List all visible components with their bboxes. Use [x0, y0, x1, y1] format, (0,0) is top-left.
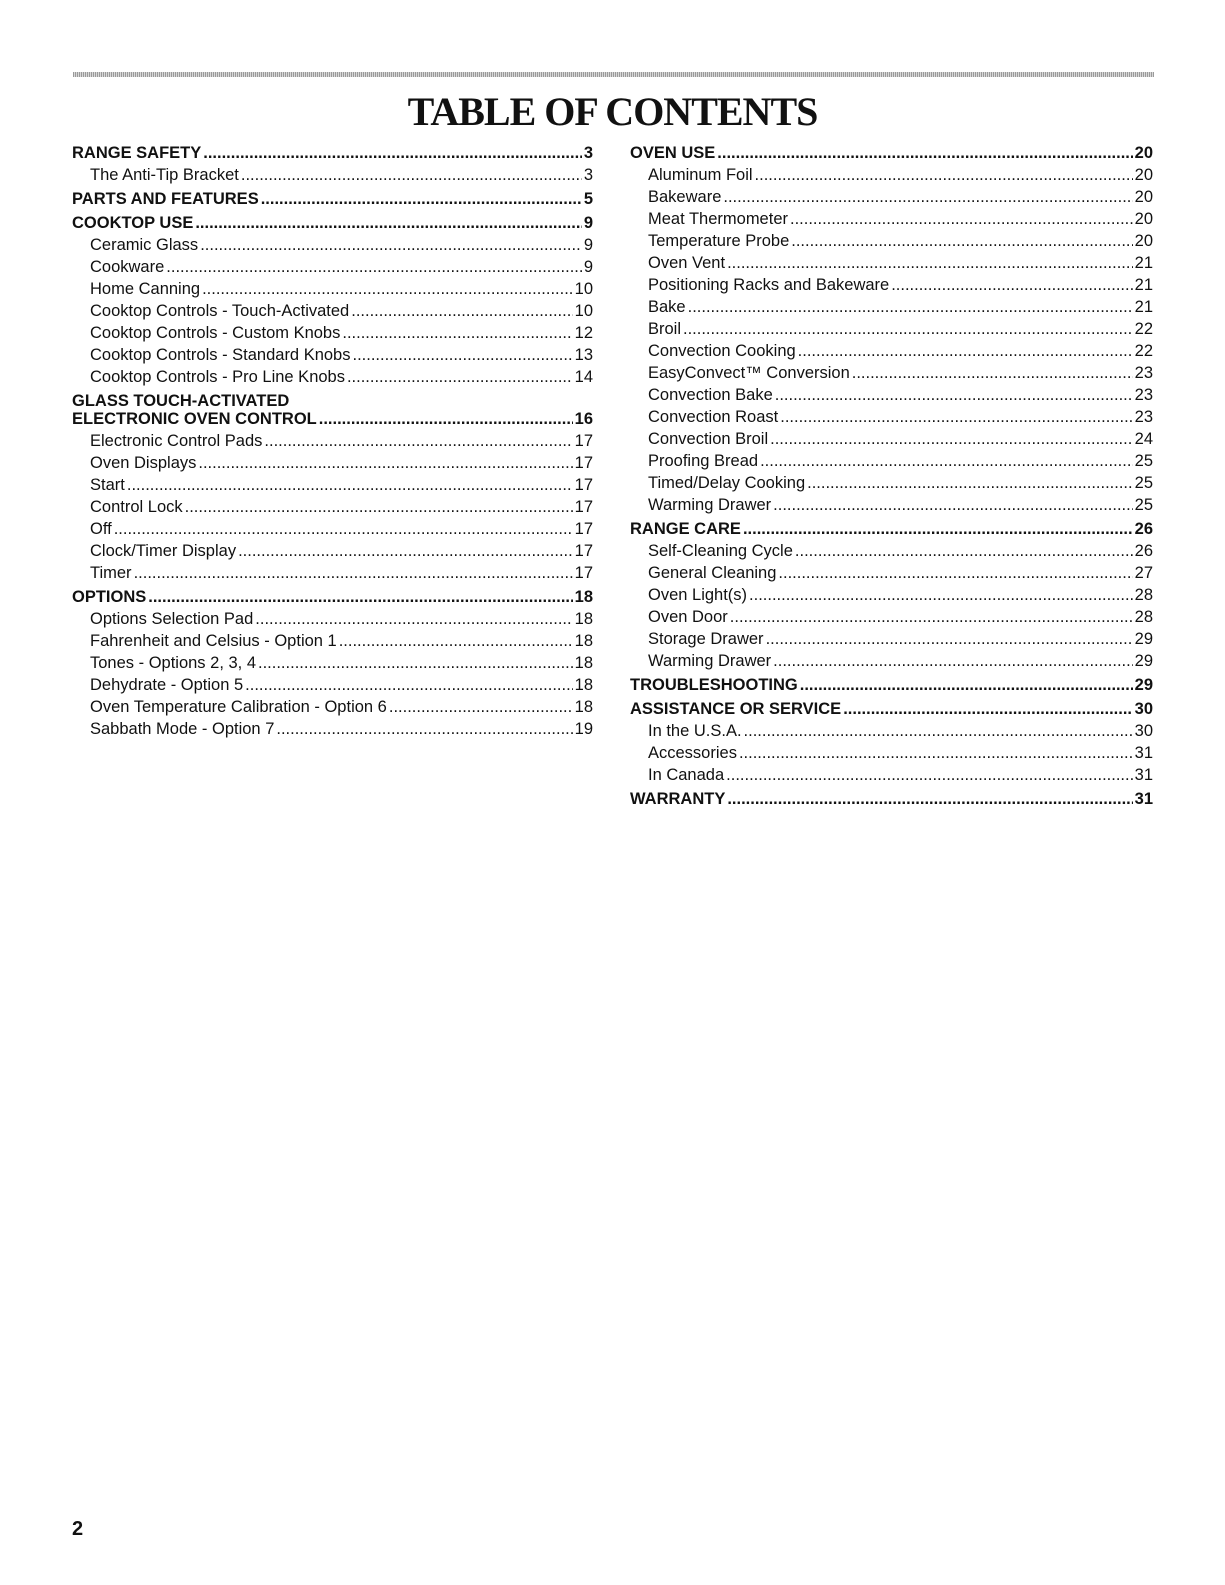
- toc-page-number: 10: [574, 302, 593, 320]
- toc-page-number: 20: [1134, 166, 1153, 184]
- toc-dot-leader: [238, 540, 573, 562]
- toc-page-number: 29: [1134, 676, 1153, 694]
- toc-subsection-entry[interactable]: [72, 608, 593, 630]
- toc-dot-leader: [739, 742, 1133, 764]
- toc-dot-leader: [778, 562, 1132, 584]
- toc-dot-leader: [148, 586, 572, 608]
- toc-dot-leader: [688, 296, 1133, 318]
- toc-page-number: 18: [574, 632, 593, 650]
- toc-entry-title: Bakeware: [648, 188, 722, 206]
- toc-entry-title: Tones - Options 2, 3, 4: [90, 654, 257, 672]
- toc-entry-title: Fahrenheit and Celsius - Option 1: [90, 632, 337, 650]
- toc-dot-leader: [319, 408, 573, 430]
- toc-subsection-entry[interactable]: [72, 278, 593, 300]
- toc-page-number: 18: [574, 676, 593, 694]
- toc-page-number: 29: [1134, 630, 1153, 648]
- toc-page-number: 16: [574, 410, 593, 428]
- toc-subsection-entry[interactable]: [72, 300, 593, 322]
- toc-page-number: 27: [1134, 564, 1153, 582]
- toc-entry-title: Ceramic Glass: [90, 236, 199, 254]
- toc-dot-leader: [755, 164, 1133, 186]
- toc-entry-title: Oven Door: [648, 608, 728, 626]
- toc-subsection-entry[interactable]: [630, 406, 1153, 428]
- toc-page-number: 25: [1134, 496, 1153, 514]
- toc-dot-leader: [389, 696, 573, 718]
- toc-entry-title: Cooktop Controls - Touch-Activated: [90, 302, 350, 320]
- toc-subsection-entry[interactable]: [630, 650, 1153, 672]
- toc-dot-leader: [727, 252, 1133, 274]
- toc-dot-leader: [264, 430, 572, 452]
- toc-entry-title: Self-Cleaning Cycle: [648, 542, 793, 560]
- toc-dot-leader: [749, 584, 1133, 606]
- toc-section-entry[interactable]: [630, 518, 1153, 540]
- toc-entry-title: Convection Cooking: [648, 342, 796, 360]
- toc-entry-title: Broil: [648, 320, 682, 338]
- toc-section-entry[interactable]: [630, 142, 1153, 164]
- toc-subsection-entry[interactable]: [72, 718, 593, 740]
- page-number: 2: [72, 1518, 84, 1540]
- toc-entry-title: Warming Drawer: [648, 652, 772, 670]
- toc-dot-leader: [790, 208, 1133, 230]
- toc-page-number: 29: [1134, 652, 1153, 670]
- toc-dot-leader: [843, 698, 1132, 720]
- toc-page-number: 10: [574, 280, 593, 298]
- toc-dot-leader: [203, 142, 582, 164]
- toc-entry-title: In Canada: [648, 766, 725, 784]
- toc-subsection-entry[interactable]: [72, 430, 593, 452]
- toc-page-number: 23: [1134, 386, 1153, 404]
- toc-entry-title: Off: [90, 520, 112, 538]
- toc-entry-title: OVEN USE: [630, 144, 716, 162]
- toc-entry-title: Cookware: [90, 258, 165, 276]
- toc-page-number: 21: [1134, 254, 1153, 272]
- toc-section-entry[interactable]: [72, 408, 593, 430]
- toc-page-number: 23: [1134, 408, 1153, 426]
- toc-subsection-entry[interactable]: [72, 496, 593, 518]
- toc-entry-title: General Cleaning: [648, 564, 777, 582]
- toc-page-number: 17: [574, 498, 593, 516]
- toc-dot-leader: [241, 164, 582, 186]
- toc-subsection-entry[interactable]: [72, 518, 593, 540]
- toc-subsection-entry[interactable]: [72, 474, 593, 496]
- toc-page-number: 30: [1134, 722, 1153, 740]
- toc-subsection-entry[interactable]: [630, 362, 1153, 384]
- toc-dot-leader: [347, 366, 573, 388]
- toc-subsection-entry[interactable]: [72, 164, 593, 186]
- toc-dot-leader: [791, 230, 1132, 252]
- toc-entry-title: Oven Temperature Calibration - Option 6: [90, 698, 387, 716]
- header-rule: [73, 72, 1154, 77]
- toc-page-number: 18: [574, 610, 593, 628]
- toc-entry-title: Cooktop Controls - Standard Knobs: [90, 346, 351, 364]
- toc-dot-leader: [744, 720, 1133, 742]
- toc-page-number: 3: [583, 144, 593, 162]
- toc-page-number: 22: [1134, 320, 1153, 338]
- toc-subsection-entry[interactable]: [72, 630, 593, 652]
- toc-entry-title: Meat Thermometer: [648, 210, 788, 228]
- toc-dot-leader: [726, 764, 1132, 786]
- toc-subsection-entry[interactable]: [630, 494, 1153, 516]
- toc-subsection-entry[interactable]: [630, 318, 1153, 340]
- toc-entry-title: Home Canning: [90, 280, 201, 298]
- toc-dot-leader: [852, 362, 1133, 384]
- toc-dot-leader: [795, 540, 1133, 562]
- toc-dot-leader: [891, 274, 1132, 296]
- toc-subsection-entry[interactable]: [72, 344, 593, 366]
- toc-entry-title: Control Lock: [90, 498, 183, 516]
- toc-entry-title: Proofing Bread: [648, 452, 759, 470]
- toc-dot-leader: [200, 234, 582, 256]
- toc-subsection-entry[interactable]: [630, 340, 1153, 362]
- toc-subsection-entry[interactable]: [630, 472, 1153, 494]
- toc-subsection-entry[interactable]: [630, 584, 1153, 606]
- toc-dot-leader: [766, 628, 1133, 650]
- toc-entry-title: Aluminum Foil: [648, 166, 753, 184]
- toc-dot-leader: [770, 428, 1133, 450]
- toc-page-number: 18: [574, 698, 593, 716]
- toc-section-entry[interactable]: [72, 188, 593, 210]
- toc-subsection-entry[interactable]: [630, 606, 1153, 628]
- toc-entry-title: In the U.S.A.: [648, 722, 742, 740]
- toc-entry-title: Options Selection Pad: [90, 610, 254, 628]
- toc-entry-title: Electronic Control Pads: [90, 432, 263, 450]
- toc-entry-title: Convection Broil: [648, 430, 769, 448]
- toc-dot-leader: [773, 650, 1132, 672]
- toc-entry-title: WARRANTY: [630, 790, 726, 808]
- toc-section-entry[interactable]: [72, 212, 593, 234]
- toc-page-number: 18: [574, 588, 593, 606]
- toc-page-number: 19: [574, 720, 593, 738]
- toc-entry-title: Cooktop Controls - Pro Line Knobs: [90, 368, 345, 386]
- toc-page-number: 26: [1134, 542, 1153, 560]
- toc-dot-leader: [195, 212, 581, 234]
- toc-entry-title: Storage Drawer: [648, 630, 764, 648]
- toc-dot-leader: [339, 630, 573, 652]
- toc-entry-title: Oven Vent: [648, 254, 726, 272]
- toc-entry-title: Sabbath Mode - Option 7: [90, 720, 275, 738]
- toc-dot-leader: [352, 344, 572, 366]
- toc-page-number: 21: [1134, 298, 1153, 316]
- toc-dot-leader: [727, 788, 1132, 810]
- toc-section-heading: GLASS TOUCH-ACTIVATED: [72, 392, 290, 410]
- toc-entry-title: EasyConvect™ Conversion: [648, 364, 850, 382]
- toc-dot-leader: [773, 494, 1132, 516]
- toc-dot-leader: [127, 474, 573, 496]
- toc-page-number: 3: [583, 166, 593, 184]
- toc-column-left: [72, 142, 593, 740]
- toc-dot-leader: [743, 518, 1133, 540]
- toc-entry-title: The Anti-Tip Bracket: [90, 166, 239, 184]
- toc-entry-title: OPTIONS: [72, 588, 147, 606]
- toc-subsection-entry[interactable]: [630, 186, 1153, 208]
- toc-entry-title: ELECTRONIC OVEN CONTROL: [72, 410, 317, 428]
- page-title: TABLE OF CONTENTS: [407, 89, 818, 134]
- toc-subsection-entry[interactable]: [72, 540, 593, 562]
- toc-entry-title: Bake: [648, 298, 686, 316]
- toc-entry-title: PARTS AND FEATURES: [72, 190, 259, 208]
- toc-dot-leader: [198, 452, 572, 474]
- toc-entry-title: RANGE SAFETY: [72, 144, 202, 162]
- toc-entry-title: Timed/Delay Cooking: [648, 474, 806, 492]
- toc-page-number: 17: [574, 520, 593, 538]
- toc-page-number: 9: [583, 258, 593, 276]
- toc-subsection-entry[interactable]: [72, 674, 593, 696]
- toc-subsection-entry[interactable]: [630, 384, 1153, 406]
- toc-dot-leader: [166, 256, 582, 278]
- toc-dot-leader: [807, 472, 1133, 494]
- toc-dot-leader: [775, 384, 1133, 406]
- toc-page-number: 31: [1134, 790, 1153, 808]
- toc-dot-leader: [800, 674, 1133, 696]
- toc-page-number: 17: [574, 432, 593, 450]
- toc-dot-leader: [351, 300, 572, 322]
- toc-dot-leader: [730, 606, 1133, 628]
- toc-section-entry[interactable]: [630, 698, 1153, 720]
- toc-dot-leader: [683, 318, 1133, 340]
- toc-page-number: 9: [583, 236, 593, 254]
- toc-subsection-entry[interactable]: [630, 540, 1153, 562]
- toc-subsection-entry[interactable]: [72, 562, 593, 584]
- toc-section-entry[interactable]: [630, 674, 1153, 696]
- toc-page-number: 22: [1134, 342, 1153, 360]
- toc-dot-leader: [114, 518, 573, 540]
- toc-page-number: 28: [1134, 608, 1153, 626]
- toc-entry-title: Cooktop Controls - Custom Knobs: [90, 324, 341, 342]
- toc-section-entry[interactable]: [72, 586, 593, 608]
- toc-page-number: 25: [1134, 474, 1153, 492]
- toc-subsection-entry[interactable]: [630, 562, 1153, 584]
- toc-entry-title: Warming Drawer: [648, 496, 772, 514]
- toc-section-entry[interactable]: [630, 788, 1153, 810]
- toc-subsection-entry[interactable]: [72, 696, 593, 718]
- toc-dot-leader: [258, 652, 573, 674]
- toc-page-number: 24: [1134, 430, 1153, 448]
- toc-entry-title: COOKTOP USE: [72, 214, 194, 232]
- toc-subsection-entry[interactable]: [72, 452, 593, 474]
- toc-entry-title: Oven Light(s): [648, 586, 748, 604]
- toc-dot-leader: [276, 718, 572, 740]
- toc-page-number: 31: [1134, 766, 1153, 784]
- toc-dot-leader: [202, 278, 573, 300]
- toc-page-number: 30: [1134, 700, 1153, 718]
- toc-page-number: 17: [574, 476, 593, 494]
- toc-dot-leader: [261, 188, 582, 210]
- toc-subsection-entry[interactable]: [72, 322, 593, 344]
- toc-page-number: 13: [574, 346, 593, 364]
- toc-entry-title: Convection Roast: [648, 408, 779, 426]
- toc-page-number: 17: [574, 564, 593, 582]
- toc-subsection-entry[interactable]: [72, 234, 593, 256]
- toc-page-number: 28: [1134, 586, 1153, 604]
- toc-page-number: 20: [1134, 210, 1153, 228]
- toc-entry-title: Accessories: [648, 744, 737, 762]
- toc-page-number: 12: [574, 324, 593, 342]
- toc-entry-title: Temperature Probe: [648, 232, 790, 250]
- toc-subsection-entry[interactable]: [630, 742, 1153, 764]
- toc-page-number: 31: [1134, 744, 1153, 762]
- toc-dot-leader: [760, 450, 1133, 472]
- toc-page-number: 18: [574, 654, 593, 672]
- toc-subsection-entry[interactable]: [72, 366, 593, 388]
- toc-page-number: 20: [1134, 144, 1153, 162]
- toc-dot-leader: [342, 322, 572, 344]
- toc-subsection-entry[interactable]: [72, 652, 593, 674]
- toc-page-number: 25: [1134, 452, 1153, 470]
- toc-entry-title: Convection Bake: [648, 386, 773, 404]
- toc-entry-title: Clock/Timer Display: [90, 542, 237, 560]
- toc-dot-leader: [717, 142, 1132, 164]
- toc-entry-title: Positioning Racks and Bakeware: [648, 276, 890, 294]
- toc-dot-leader: [185, 496, 573, 518]
- toc-subsection-entry[interactable]: [630, 720, 1153, 742]
- toc-entry-title: Dehydrate - Option 5: [90, 676, 244, 694]
- toc-entry-title: RANGE CARE: [630, 520, 741, 538]
- toc-subsection-entry[interactable]: [630, 428, 1153, 450]
- toc-column-right: [630, 142, 1153, 810]
- toc-page-number: 23: [1134, 364, 1153, 382]
- toc-entry-title: TROUBLESHOOTING: [630, 676, 798, 694]
- toc-subsection-entry[interactable]: [630, 764, 1153, 786]
- toc-dot-leader: [245, 674, 572, 696]
- toc-page-number: 17: [574, 454, 593, 472]
- toc-page-number: 21: [1134, 276, 1153, 294]
- toc-section-entry[interactable]: [72, 142, 593, 164]
- toc-subsection-entry[interactable]: [630, 450, 1153, 472]
- toc-subsection-entry[interactable]: [630, 252, 1153, 274]
- toc-dot-leader: [255, 608, 572, 630]
- toc-entry-title: Timer: [90, 564, 132, 582]
- toc-subsection-entry[interactable]: [72, 256, 593, 278]
- toc-dot-leader: [723, 186, 1132, 208]
- toc-subsection-entry[interactable]: [630, 208, 1153, 230]
- toc-page-number: 5: [583, 190, 593, 208]
- toc-page-number: 20: [1134, 232, 1153, 250]
- toc-dot-leader: [780, 406, 1132, 428]
- toc-dot-leader: [798, 340, 1133, 362]
- toc-page-number: 17: [574, 542, 593, 560]
- toc-page-number: 20: [1134, 188, 1153, 206]
- toc-subsection-entry[interactable]: [630, 296, 1153, 318]
- toc-subsection-entry[interactable]: [630, 628, 1153, 650]
- toc-subsection-entry[interactable]: [630, 274, 1153, 296]
- toc-entry-title: Oven Displays: [90, 454, 197, 472]
- toc-entry-title: Start: [90, 476, 125, 494]
- toc-entry-title: ASSISTANCE OR SERVICE: [630, 700, 842, 718]
- toc-subsection-entry[interactable]: [630, 164, 1153, 186]
- toc-page-number: 14: [574, 368, 593, 386]
- toc-dot-leader: [134, 562, 573, 584]
- toc-subsection-entry[interactable]: [630, 230, 1153, 252]
- toc-page-number: 9: [583, 214, 593, 232]
- toc-page-number: 26: [1134, 520, 1153, 538]
